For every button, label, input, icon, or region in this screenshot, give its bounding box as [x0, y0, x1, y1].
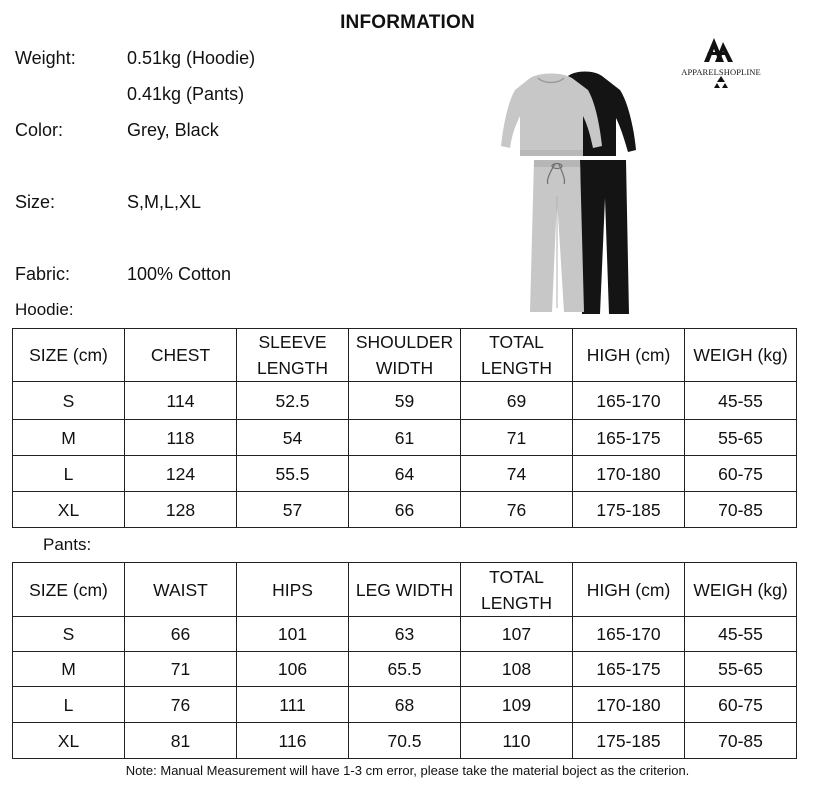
- table-row: [13, 723, 797, 759]
- table-cell: 108: [461, 652, 573, 687]
- table-cell: 124: [125, 456, 237, 492]
- table-cell: S: [13, 382, 125, 420]
- table-cell: 70.5: [349, 723, 461, 759]
- table-cell: 109: [461, 687, 573, 723]
- table-cell: 114: [125, 382, 237, 420]
- table-cell: 63: [349, 617, 461, 652]
- fabric-label: Fabric:: [15, 264, 71, 284]
- table-cell: 107: [461, 617, 573, 652]
- table-cell: 66: [349, 492, 461, 528]
- table-cell: 70-85: [685, 723, 797, 759]
- table-cell: 111: [237, 687, 349, 723]
- color-label: Color:: [15, 120, 64, 140]
- weight-pants-value: 0.41kg (Pants): [127, 84, 245, 104]
- header-cell: SIZE (cm): [13, 329, 125, 382]
- table-cell: 110: [461, 723, 573, 759]
- table-row: [13, 492, 797, 528]
- table-cell: 81: [125, 723, 237, 759]
- size-value: S,M,L,XL: [127, 192, 202, 212]
- header-cell: CHEST: [125, 329, 237, 382]
- table-cell: 106: [237, 652, 349, 687]
- header-cell: SLEEVE LENGTH: [237, 329, 349, 382]
- table-cell: 55-65: [685, 652, 797, 687]
- table-cell: L: [13, 687, 125, 723]
- brand-logo-text: APPARELSHOPLINE: [681, 67, 761, 77]
- weight-hoodie-value: 0.51kg (Hoodie): [127, 48, 256, 68]
- color-value: Grey, Black: [127, 120, 219, 140]
- tracksuit-image-icon: [498, 68, 640, 316]
- table-cell: 76: [125, 687, 237, 723]
- table-cell: L: [13, 456, 125, 492]
- header-cell: WEIGH (kg): [685, 329, 797, 382]
- header-cell: HIPS: [237, 563, 349, 617]
- table-cell: 76: [461, 492, 573, 528]
- table-cell: 74: [461, 456, 573, 492]
- hoodie-size-table: [12, 328, 797, 528]
- table-row: [13, 456, 797, 492]
- hoodie-section-label: Hoodie:: [15, 300, 74, 319]
- header-cell: LEG WIDTH: [349, 563, 461, 617]
- table-cell: 175-185: [573, 492, 685, 528]
- table-cell: 60-75: [685, 687, 797, 723]
- table-row: [13, 687, 797, 723]
- table-cell: M: [13, 420, 125, 456]
- table-cell: 66: [125, 617, 237, 652]
- table-cell: 61: [349, 420, 461, 456]
- table-cell: XL: [13, 492, 125, 528]
- table-row: [13, 617, 797, 652]
- table-cell: 55-65: [685, 420, 797, 456]
- header-cell: HIGH (cm): [573, 563, 685, 617]
- measurement-note: Note: Manual Measurement will have 1-3 cm error, please take the material boject as the criterion.: [125, 763, 690, 778]
- table-cell: 71: [461, 420, 573, 456]
- table-cell: 170-180: [573, 456, 685, 492]
- table-cell: 165-170: [573, 617, 685, 652]
- table-cell: S: [13, 617, 125, 652]
- header-cell: WEIGH (kg): [685, 563, 797, 617]
- table-cell: 69: [461, 382, 573, 420]
- size-label: Size:: [15, 192, 56, 212]
- table-cell: 59: [349, 382, 461, 420]
- table-cell: 57: [237, 492, 349, 528]
- table-header-row: [13, 563, 797, 617]
- fabric-value: 100% Cotton: [127, 264, 232, 284]
- table-cell: 165-175: [573, 420, 685, 456]
- brand-logo: [671, 36, 771, 92]
- header-cell: SIZE (cm): [13, 563, 125, 617]
- header-cell: TOTAL LENGTH: [461, 329, 573, 382]
- table-row: [13, 382, 797, 420]
- page-title: INFORMATION: [340, 12, 475, 33]
- table-cell: 71: [125, 652, 237, 687]
- product-image: [498, 68, 640, 316]
- table-cell: XL: [13, 723, 125, 759]
- pants-size-table: [12, 562, 797, 759]
- header-cell: HIGH (cm): [573, 329, 685, 382]
- table-cell: 70-85: [685, 492, 797, 528]
- table-row: [13, 652, 797, 687]
- table-cell: 101: [237, 617, 349, 652]
- table-row: [13, 420, 797, 456]
- table-cell: 45-55: [685, 382, 797, 420]
- table-cell: 65.5: [349, 652, 461, 687]
- header-cell: TOTAL LENGTH: [461, 563, 573, 617]
- header-cell: WAIST: [125, 563, 237, 617]
- table-cell: 116: [237, 723, 349, 759]
- table-cell: 175-185: [573, 723, 685, 759]
- table-cell: 165-170: [573, 382, 685, 420]
- table-cell: 165-175: [573, 652, 685, 687]
- table-cell: 54: [237, 420, 349, 456]
- table-cell: 68: [349, 687, 461, 723]
- weight-label: Weight:: [15, 48, 76, 68]
- table-cell: 45-55: [685, 617, 797, 652]
- table-cell: 64: [349, 456, 461, 492]
- table-cell: 118: [125, 420, 237, 456]
- pants-section-label: Pants:: [43, 535, 92, 554]
- table-cell: 170-180: [573, 687, 685, 723]
- table-cell: 52.5: [237, 382, 349, 420]
- table-header-row: [13, 329, 797, 382]
- table-cell: 60-75: [685, 456, 797, 492]
- table-cell: 55.5: [237, 456, 349, 492]
- table-cell: 128: [125, 492, 237, 528]
- brand-logo-mark-icon: [671, 36, 771, 92]
- header-cell: SHOULDER WIDTH: [349, 329, 461, 382]
- table-cell: M: [13, 652, 125, 687]
